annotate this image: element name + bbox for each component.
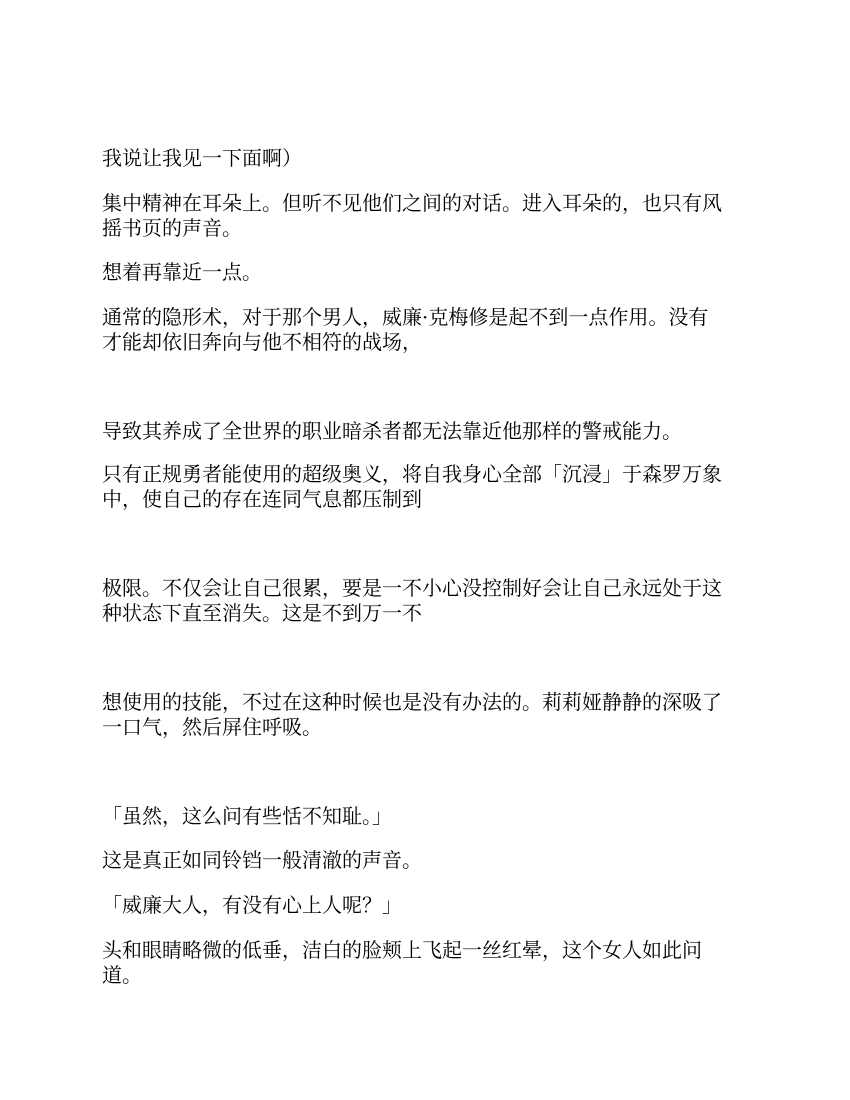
- paragraph: [102, 260, 752, 285]
- text-line: 我说让我见一下面啊）: [102, 146, 302, 170]
- text-line: 一口气，然后屏住呼吸。: [102, 715, 322, 739]
- text-line: 这是真正如同铃铛一般清澈的声音。: [102, 848, 422, 872]
- text-line: 摇书页的声音。: [102, 216, 242, 240]
- text-line: 种状态下直至消失。这是不到万一不: [102, 601, 422, 625]
- paragraph: [102, 146, 752, 171]
- paragraph: [102, 848, 752, 873]
- paragraph: [102, 419, 752, 444]
- text-line: 集中精神在耳朵上。但听不见他们之间的对话。进入耳朵的，也只有风: [102, 191, 722, 215]
- text-line: 「威廉大人，有没有心上人呢？」: [102, 893, 402, 917]
- text-line: 只有正规勇者能使用的超级奥义，将自我身心全部「沉浸」于森罗万象: [102, 462, 722, 486]
- paragraph: [102, 191, 752, 241]
- text-line: 「虽然，这么问有些恬不知耻。」: [102, 804, 392, 828]
- document-page: [102, 0, 752, 1100]
- text-line: 中，使自己的存在连同气息都压制到: [102, 487, 422, 511]
- text-line: 想使用的技能，不过在这种时候也是没有办法的。莉莉娅静静的深吸了: [102, 690, 722, 714]
- paragraph: [102, 690, 752, 740]
- text-line: 头和眼睛略微的低垂，洁白的脸颊上飞起一丝红晕，这个女人如此问: [102, 938, 702, 962]
- text-line: 导致其养成了全世界的职业暗杀者都无法靠近他那样的警戒能力。: [102, 419, 682, 443]
- text-line: 通常的隐形术，对于那个男人，威廉·克梅修是起不到一点作用。没有: [102, 305, 709, 329]
- text-line: 想着再靠近一点。: [102, 260, 262, 284]
- text-line: 道。: [102, 963, 142, 987]
- dialogue-paragraph: [102, 893, 752, 918]
- paragraph: [102, 305, 752, 355]
- paragraph: [102, 576, 752, 626]
- text-line: 极限。不仅会让自己很累，要是一不小心没控制好会让自己永远处于这: [102, 576, 722, 600]
- paragraph: [102, 938, 752, 988]
- text-line: 才能却依旧奔向与他不相符的战场，: [102, 330, 422, 354]
- paragraph: [102, 462, 752, 512]
- dialogue-paragraph: [102, 804, 752, 829]
